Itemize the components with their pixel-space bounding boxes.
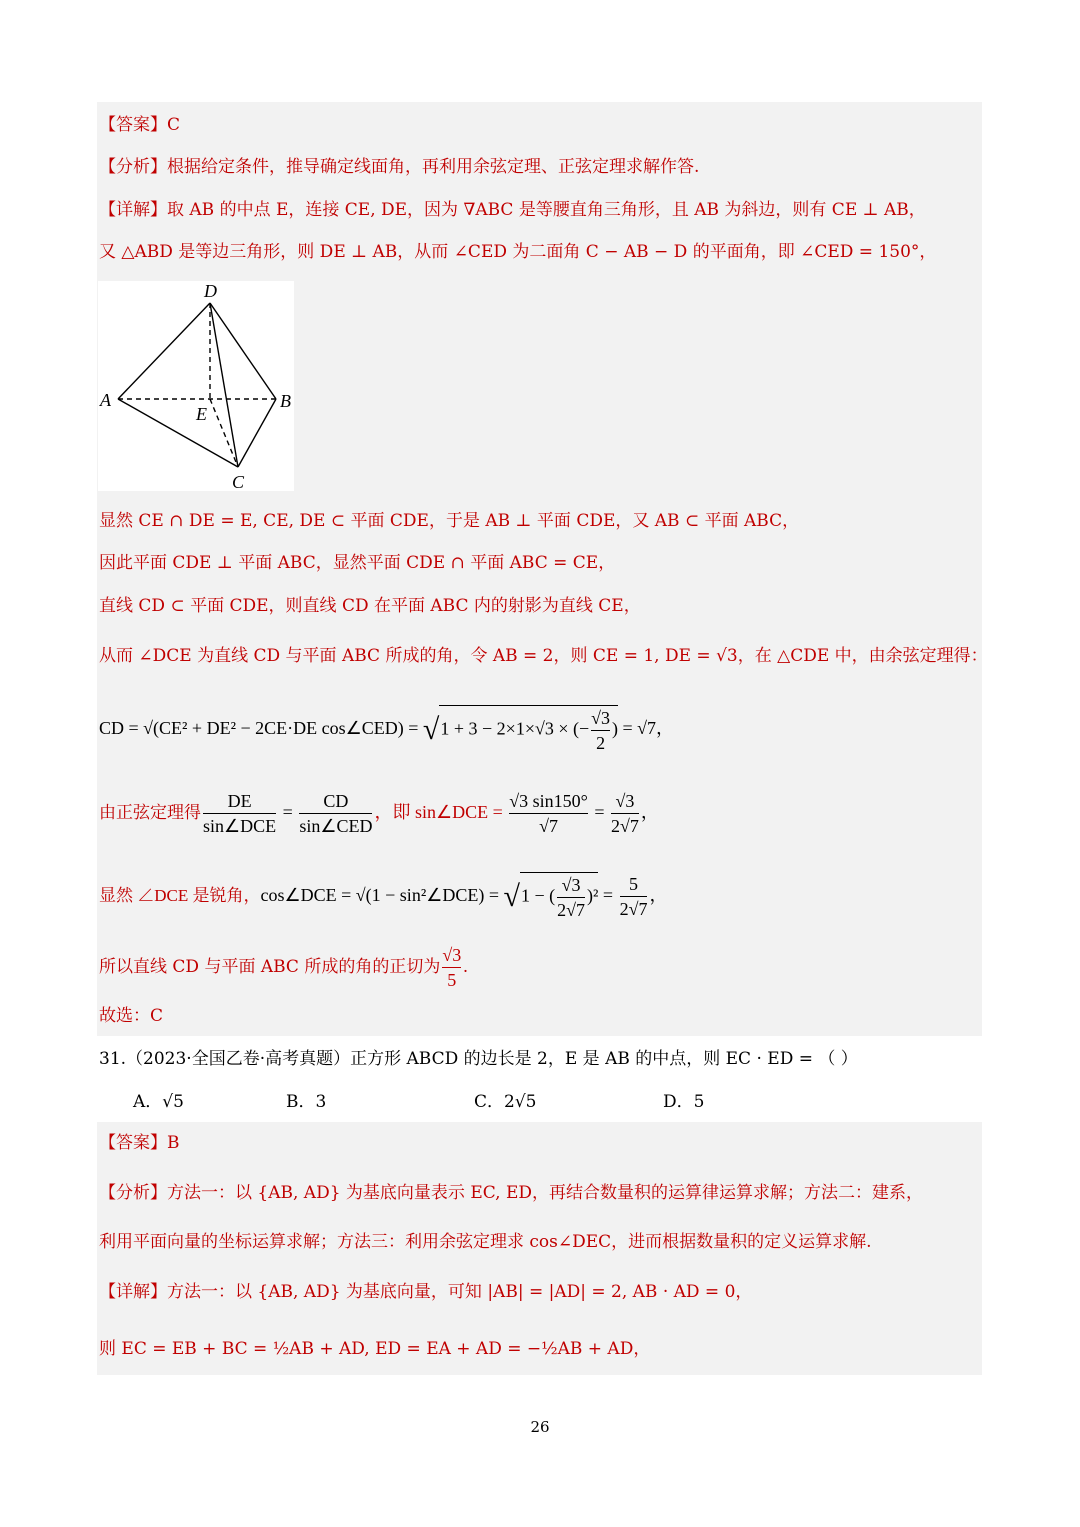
eq-cd-close: ) [612,718,619,739]
q31-analysis-2: 利用平面向量的坐标运算求解；方法三：利用余弦定理求 cos∠DEC，进而根据数量积的定义运算求解. [99,1232,872,1252]
cos-fraction-2 [620,872,648,921]
answer-tag: 【答案】 [99,115,167,135]
q30-line-5 [99,595,641,617]
detail-text-2: 又 △ABD 是等边三角形，则 DE ⊥ AB，从而 ∠CED 为二面角 C − AB − D 的平面角，即 ∠CED = 150°， [99,242,937,262]
q30-tan-line [99,940,468,993]
edge-da [118,303,210,399]
eq-cd-radicand [439,705,618,755]
cos-fraction [557,873,585,922]
sine-text: 由正弦定理得 [99,803,201,822]
edge-ac [118,399,238,467]
sine-num-1: DE [227,791,252,812]
sine-den-3: √7 [509,813,588,838]
cos-den: 2√7 [557,897,585,922]
eq-cd [99,700,674,758]
q30-detail-line-2 [99,241,936,263]
sine-frac-4 [611,789,639,838]
eq-cd-den: 2 [591,730,610,755]
cos-end: ， [649,885,668,905]
line-6-text: 从而 ∠DCE 为直线 CD 与平面 ABC 所成的角，令 AB = 2，则 CE = 1, DE = √3，在 △CDE 中，由余弦定理得： [99,646,988,666]
analysis-tag: 【分析】 [99,157,167,177]
detail-text-1: 取 AB 的中点 E，连接 CE, DE，因为 ∇ABC 是等腰直角三角形，且 AB 为斜边，则有 CE ⊥ AB， [167,200,926,220]
edge-bc [238,399,276,467]
sine-den-4: 2√7 [611,813,639,838]
eq-cd-right: = √7， [618,718,675,738]
q31-detail-line-2 [99,1338,650,1360]
q31-answer-line [99,1132,180,1154]
eq-sine [99,784,659,841]
q30-answer-line [99,114,180,136]
q31-answer-value: B [167,1133,180,1153]
sine-frac-2 [299,789,372,838]
cos-num: √3 [561,874,581,895]
tetrahedron-figure [98,281,294,491]
option-d[interactable]: D．5 [663,1092,705,1112]
q30-line-3 [99,510,799,532]
q30-line-6 [99,645,988,667]
edge-db [210,303,276,399]
q31-stem [99,1048,858,1070]
cos-den-2: 2√7 [620,896,648,921]
tan-end: . [463,956,468,976]
option-b[interactable]: B．3 [286,1092,327,1112]
cos-text: 显然 ∠DCE 是锐角， [99,886,261,905]
label-a: A [100,390,111,410]
cos-num-2: 5 [629,874,638,895]
label-b: B [280,391,291,411]
sine-den-1: sin∠DCE [203,813,276,838]
answer-value: C [167,115,181,135]
radical-sign-icon: √ [422,712,440,746]
q31-analysis-tag: 【分析】 [99,1183,167,1203]
sine-mid: ，即 sin∠DCE = [374,802,508,822]
sine-num-2: CD [323,791,349,812]
edge-ec-hidden [210,399,238,467]
q30-line-4 [99,552,615,574]
q31-detail-tag: 【详解】 [99,1282,167,1302]
label-d: D [204,281,217,301]
tetrahedron-svg [98,281,294,491]
q31-stem-text: 31.（2023·全国乙卷·高考真题）正方形 ABCD 的边长是 2，E 是 AB 的中点，则 EC · ED = （ ） [99,1049,858,1069]
eq-cd-fraction [591,706,610,755]
sine-num-4: √3 [615,791,635,812]
q31-detail-line-1 [99,1281,752,1303]
q31-analysis-line-2 [99,1231,872,1253]
edge-dc [210,303,238,467]
q31-analysis-line-1 [99,1182,923,1204]
eq-cos [99,866,667,926]
sine-num-3: √3 sin150° [509,791,588,812]
label-c: C [232,472,245,491]
eq-cd-inner: 1 + 3 − 2×1×√3 × (− [440,718,590,739]
sine-den-2: sin∠CED [299,813,372,838]
q30-detail-line-1 [99,199,926,221]
sine-frac-3 [509,789,588,838]
tan-fraction [442,943,461,992]
label-e: E [196,404,207,424]
option-c[interactable]: C．2√5 [474,1092,537,1112]
sine-eq: = [278,802,298,822]
cos-inner: 1 − ( [520,885,556,906]
option-a[interactable]: A．√5 [133,1092,184,1112]
tan-text: 所以直线 CD 与平面 ABC 所成的角的正切为 [99,957,441,977]
line-4-text: 因此平面 CDE ⊥ 平面 ABC，显然平面 CDE ∩ 平面 ABC = CE， [99,553,616,573]
cos-eq-2: = [598,885,618,905]
detail-tag: 【详解】 [99,200,167,220]
choose-text: 故选：C [99,1006,164,1026]
q30-analysis-line [99,156,699,178]
q31-analysis-1: 方法一：以 {AB, AD} 为基底向量表示 EC, ED，再结合数量积的运算律运算求解；方法二：建系， [167,1183,923,1203]
page-number: 26 [530,1418,550,1436]
sine-frac-1 [203,789,276,838]
line-5-text: 直线 CD ⊂ 平面 CDE，则直线 CD 在平面 ABC 内的射影为直线 CE， [99,596,641,616]
sine-eq-2: = [589,802,610,822]
tan-den: 5 [442,967,461,992]
line-3-text: 显然 CE ∩ DE = E, CE, DE ⊂ 平面 CDE，于是 AB ⊥ 平面 CDE，又 AB ⊂ 平面 ABC， [99,511,800,531]
cos-radicand [520,872,598,922]
eq-cd-left: CD = √(CE² + DE² − 2CE·DE cos∠CED) = [99,718,423,738]
sine-end: ， [640,802,659,822]
eq-cd-num: √3 [591,707,611,728]
q31-answer-tag: 【答案】 [99,1133,167,1153]
radical-sign-icon-2: √ [503,879,520,913]
q30-choose-line [99,1005,163,1027]
analysis-text: 根据给定条件，推导确定线面角，再利用余弦定理、正弦定理求解作答. [167,157,700,177]
cos-close: )² [587,885,599,906]
q31-detail-2: 则 EC = EB + BC = ½AB + AD, ED = EA + AD = −½AB + AD， [99,1339,651,1359]
tan-num: √3 [442,945,462,965]
q31-detail-1: 方法一：以 {AB, AD} 为基底向量，可知 |AB| = |AD| = 2, AB · AD = 0， [167,1282,753,1302]
cos-eq: cos∠DCE = √(1 − sin²∠DCE) = [260,885,504,905]
